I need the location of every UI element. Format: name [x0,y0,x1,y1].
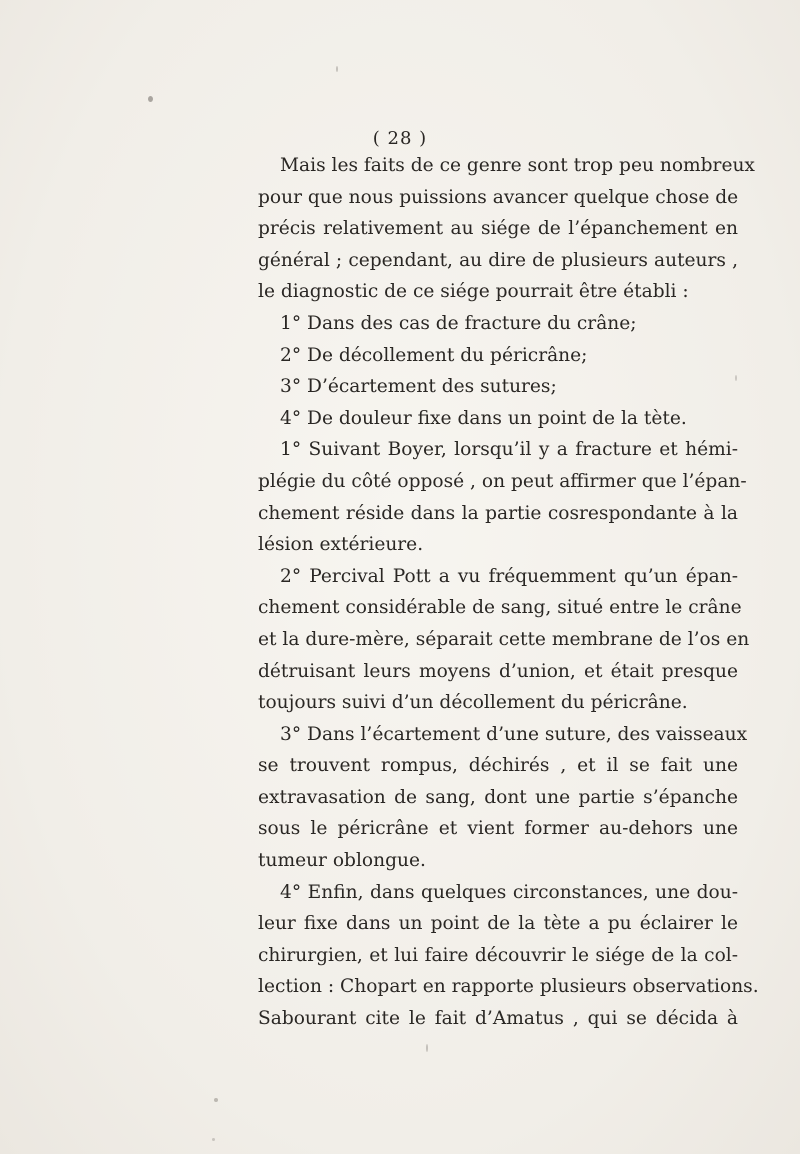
text-line: pour que nous puissions avancer quelque chose de [258,186,739,208]
text-line: plégie du côté opposé , on peut affirmer que l’épan- [258,470,747,492]
text-line: chement considérable de sang, situé entre le crâne [258,597,742,619]
scan-speck [735,375,737,381]
scan-speck [148,96,153,102]
text-line: 2° Percival Pott a vu fréquemment qu’un épan- [280,565,738,587]
text-line: Sabourant cite le fait d’Amatus , qui se décida à [258,1008,738,1030]
text-line: précis relativement au siége de l’épanchement en [258,218,738,240]
text-line: sous le péricrâne et vient former au-dehors une [258,818,738,840]
scan-speck [426,1044,428,1052]
text-line: 1° Dans des cas de fracture du crâne; [280,312,637,334]
text-line: extravasation de sang, dont une partie s’épanche [258,786,738,808]
scan-speck [214,1098,218,1102]
scan-speck [336,66,338,72]
text-line: chement réside dans la partie cosrespondante à la [258,502,738,524]
text-line: 1° Suivant Boyer, lorsqu’il y a fracture et hémi- [280,439,738,461]
text-line: leur fixe dans un point de la tète a pu éclairer le [258,913,738,935]
body-text [258,150,759,1035]
text-line: 3° Dans l’écartement d’une suture, des vaisseaux [280,723,748,745]
text-line: lection : Chopart en rapporte plusieurs observations. [258,976,759,998]
page-number: ( 28 ) [372,128,428,149]
scan-speck [212,1138,215,1141]
text-line: chirurgien, et lui faire découvrir le siége de la col- [258,944,738,966]
text-line: toujours suivi d’un décollement du péricrâne. [258,692,688,714]
text-line: 2° De décollement du péricrâne; [280,344,588,366]
text-line: détruisant leurs moyens d’union, et était presque [258,660,738,682]
text-line: se trouvent rompus, déchirés , et il se fait une [258,755,738,777]
text-line: 4° De douleur fixe dans un point de la tète. [280,407,687,429]
text-line: tumeur oblongue. [258,850,426,872]
text-line: Mais les faits de ce genre sont trop peu nombreux [280,155,755,176]
text-line: général ; cependant, au dire de plusieurs auteurs , [258,249,738,271]
text-line: 4° Enfin, dans quelques circonstances, une dou- [280,881,738,903]
text-line: le diagnostic de ce siége pourrait être établi : [258,281,689,303]
text-line: et la dure-mère, séparait cette membrane de l’os en [258,628,750,650]
text-line: 3° D’écartement des sutures; [280,376,557,398]
text-line: lésion extérieure. [258,534,424,556]
